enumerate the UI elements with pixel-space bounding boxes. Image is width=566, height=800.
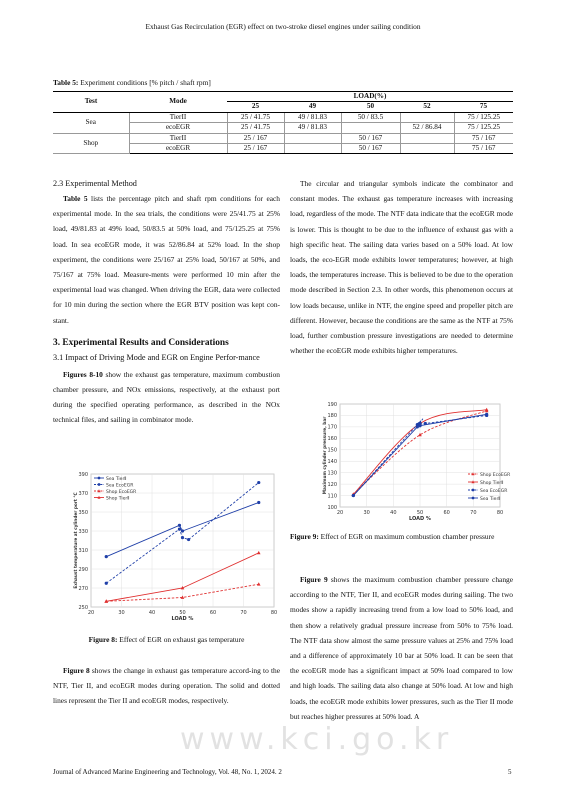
y-tick-label: 350 xyxy=(78,509,88,516)
y-tick-label: 310 xyxy=(78,547,88,554)
experiment-conditions-table xyxy=(53,91,513,154)
plot-group xyxy=(73,472,277,622)
legend-label: Sea TierⅡ xyxy=(106,476,127,482)
y-tick-label: 330 xyxy=(78,528,88,535)
cell-value xyxy=(400,133,454,143)
right-column-top xyxy=(290,176,513,358)
x-tick-label: 80 xyxy=(496,510,504,516)
paragraph xyxy=(53,191,280,328)
figure-8-chart xyxy=(53,468,280,630)
cell-value xyxy=(341,123,400,133)
y-tick-label: 190 xyxy=(327,401,337,408)
x-tick-label: 70 xyxy=(240,610,247,616)
figure-8-caption-text: Effect of EGR on exhaust gas temperature xyxy=(117,635,245,644)
cell-mode: ecoEGR xyxy=(129,123,227,133)
y-tick-label: 180 xyxy=(327,413,337,420)
legend-marker xyxy=(98,477,101,480)
figure-9-caption-text: Effect of EGR on maximum combustion chamber pressure xyxy=(318,532,495,541)
paragraph xyxy=(290,572,513,724)
figure-9-caption-label: Figure 9: xyxy=(290,532,319,541)
paragraph xyxy=(53,663,280,709)
legend-label: Shop TierⅡ xyxy=(106,496,130,502)
cell-mode: TierII xyxy=(129,133,227,143)
data-point xyxy=(181,529,184,532)
data-point xyxy=(181,536,184,539)
header-mode: Mode xyxy=(129,92,227,113)
data-point xyxy=(485,413,488,416)
y-tick-label: 370 xyxy=(78,490,88,497)
x-tick-label: 20 xyxy=(87,610,95,616)
figure-8-caption xyxy=(53,633,280,647)
data-point xyxy=(178,524,181,527)
cell-value: 25 / 167 xyxy=(227,133,284,143)
cell-value: 50 / 167 xyxy=(341,144,400,154)
data-point xyxy=(418,424,421,427)
y-tick-label: 290 xyxy=(78,566,88,573)
left-column-top xyxy=(53,176,280,428)
right-column-bottom xyxy=(290,572,513,724)
y-tick-label: 270 xyxy=(78,585,88,592)
x-tick-label: 70 xyxy=(470,510,477,516)
x-axis-label: LOAD % xyxy=(409,516,431,522)
x-tick-label: 40 xyxy=(148,610,156,616)
table-caption xyxy=(53,78,211,87)
x-tick-label: 40 xyxy=(390,510,397,516)
x-tick-label: 30 xyxy=(118,610,125,616)
data-point xyxy=(187,538,190,541)
paragraph xyxy=(53,367,280,428)
data-point xyxy=(257,501,260,504)
data-point xyxy=(105,582,108,585)
cell-value: 75 / 125.25 xyxy=(454,123,513,133)
cell-mode: TierII xyxy=(129,112,227,122)
x-tick-label: 60 xyxy=(443,510,450,516)
cell-mode: ecoEGR xyxy=(129,144,227,154)
y-tick-label: 110 xyxy=(327,493,337,500)
cell-value xyxy=(284,144,341,154)
section-2-3-heading: 2.3 Experimental Method xyxy=(53,179,137,188)
cell-value: 25 / 167 xyxy=(227,144,284,154)
y-axis-label: Exhaust temperature at cylinder port °C xyxy=(74,492,79,589)
header-load-75: 75 xyxy=(454,102,513,112)
x-tick-label: 80 xyxy=(270,610,278,616)
header-load-52: 52 xyxy=(400,102,454,112)
cell-value: 75 / 167 xyxy=(454,144,513,154)
legend-marker xyxy=(472,489,475,492)
section-3-heading: 3. Experimental Results and Considerations xyxy=(53,337,229,348)
header-load-50: 50 xyxy=(341,102,400,112)
table-caption-label: Table 5: xyxy=(53,78,79,87)
figure-8-caption-label: Figure 8: xyxy=(88,635,118,644)
table-row xyxy=(53,112,513,122)
y-axis-label: Maximum cylinder pressure, bar xyxy=(323,416,328,495)
cell-value: 75 / 167 xyxy=(454,133,513,143)
y-tick-label: 120 xyxy=(327,481,337,488)
cell-value: 49 / 81.83 xyxy=(284,112,341,122)
paragraph-text: shows the change in exhaust gas temperature accord-ing to the NTF, Tier II, and ecoEGR modes during operation. The solid and dotted lines represent the Tier II and ecoEGR modes, respectively. xyxy=(53,666,280,706)
section-3-1-heading: 3.1 Impact of Driving Mode and EGR on Engine Perfor-mance xyxy=(53,352,260,362)
header-load-49: 49 xyxy=(284,102,341,112)
data-point xyxy=(178,528,181,531)
y-tick-label: 250 xyxy=(78,604,88,611)
legend-label: Sea TierⅡ xyxy=(480,496,501,502)
cell-value: 25 / 41.75 xyxy=(227,112,284,122)
y-tick-label: 160 xyxy=(327,436,337,443)
table-row xyxy=(53,133,513,143)
data-point xyxy=(352,494,355,497)
page-number: 5 xyxy=(508,768,512,776)
x-tick-label: 60 xyxy=(209,610,217,616)
legend-label: Shop EcoEGR xyxy=(106,489,137,495)
legend-label: Sea EcoEGR xyxy=(106,483,134,489)
x-tick-label: 50 xyxy=(179,610,186,616)
header-test: Test xyxy=(53,92,129,113)
plot-group xyxy=(322,402,510,522)
left-column-bottom xyxy=(53,663,280,709)
x-axis-label: LOAD % xyxy=(171,616,194,622)
figure-9-caption xyxy=(290,530,513,544)
cell-value: 50 / 83.5 xyxy=(341,112,400,122)
cell-value: 49 / 81.83 xyxy=(284,123,341,133)
y-tick-label: 140 xyxy=(327,458,337,465)
figure-9-chart xyxy=(300,398,511,524)
paragraph-lead: Figure 8 xyxy=(63,666,90,675)
cell-value xyxy=(400,144,454,154)
data-point xyxy=(257,481,260,484)
cell-value: 50 / 167 xyxy=(341,133,400,143)
data-point xyxy=(105,555,108,558)
paragraph-lead: Figures 8-10 xyxy=(63,369,103,379)
legend-marker xyxy=(472,497,475,500)
paragraph-lead: Figure 9 xyxy=(300,575,328,584)
y-tick-label: 130 xyxy=(327,470,337,477)
table-caption-text: Experiment conditions [% pitch / shaft rpm] xyxy=(78,78,211,87)
legend-marker xyxy=(98,483,101,486)
paragraph-text: lists the percentage pitch and shaft rpm conditions for each experimental mode. In the sea trials, the conditions were 25/41.75 at 25% load, 49/81.83 at 49% load, 50/83.5 at 50% load, and 75/125.25 at 75% load. In sea ecoEGR mode, it was 52/86.84 at 52% load. In the shop experiment, the conditions were 25/167 at 25% load, 50/167 at 50%, and 75/167 at 75% load. Measure-ments were performed 10 min after the experimental load was changed. When driving the EGR, data were collected for 10 min during the section where the EGR BTV position was kept con-stant. xyxy=(53,194,281,325)
y-tick-label: 100 xyxy=(327,504,337,511)
legend-label: Shop TierⅡ xyxy=(480,480,504,486)
y-tick-label: 150 xyxy=(327,447,337,454)
header-load: LOAD(%) xyxy=(227,92,513,102)
cell-value xyxy=(284,133,341,143)
header-load-25: 25 xyxy=(227,102,284,112)
running-header: Exhaust Gas Recirculation (EGR) effect on two-stroke diesel engines under sailing condition xyxy=(145,22,421,31)
x-tick-label: 30 xyxy=(363,510,370,516)
cell-value: 52 / 86.84 xyxy=(400,123,454,133)
cell-test-sea: Sea xyxy=(53,112,129,133)
watermark: www.kci.go.kr xyxy=(180,722,454,757)
cell-test-shop: Shop xyxy=(53,133,129,154)
paragraph-text: shows the maximum combustion chamber pressure change according to the NTF, Tier II, and ecoEGR modes during sailing. The two modes show a rapidly increasing trend from a low load to 50% load, and then show a relatively gradual pressure increase from 50% to 75% load. The NTF data show almost the same pressure values at 25% and 75% load and a difference of approximately 10 bar at 50% load. It can be seen that the ecoEGR mode has a significant impact at 50% load compared to low and high loads. The sailing data also change at 50% load. At low and high loads, the ecoEGR mode exhibits lower pressures, such as the Tier II mode but reaches higher pressures at 50% load. A xyxy=(290,575,513,721)
cell-value: 25 / 41.75 xyxy=(227,123,284,133)
y-tick-label: 390 xyxy=(78,471,88,478)
paragraph-lead: Table 5 xyxy=(63,194,88,203)
x-tick-label: 20 xyxy=(336,510,344,516)
legend-label: Sea EcoEGR xyxy=(480,488,508,494)
legend-label: Shop EcoEGR xyxy=(480,472,511,478)
cell-value xyxy=(400,112,454,122)
y-tick-label: 170 xyxy=(327,424,337,431)
paragraph-text: The circular and triangular symbols indicate the combinator and constant modes. The exhaust gas temperature increases with increasing load, regardless of the mode. The NTF data indicate that the ecoEGR mode is lower. This is thought to be due to the influence of exhaust gas with a high specific heat. The sailing data varies based on a 50% load. At low loads, the eco-EGR mode exhibits lower temperatures; however, at high loads, the temperatures increase. This is believed to be due to the operation mode described in Section 2.3. In other words, this phenomenon occurs at low loads because, unlike in NTF, the engine speed and propeller pitch are different. However, because the conditions are the same as the NTF at 75% load, further combustion pressure investigations are needed to determine whether the ecoEGR mode exhibits higher temperatures. xyxy=(290,179,513,356)
paragraph xyxy=(290,176,513,358)
journal-footer: Journal of Advanced Marine Engineering and Technology, Vol. 48, No. 1, 2024. 2 xyxy=(53,768,282,776)
cell-value: 75 / 125.25 xyxy=(454,112,513,122)
x-tick-label: 50 xyxy=(416,510,424,516)
paragraph-text: show the exhaust gas temperature, maximum combustion chamber pressure, and NOx emissions, respectively, at the exhaust port during the specified operating performance, as described in the NOx technical files, and sailing in combinator mode. xyxy=(53,369,281,425)
